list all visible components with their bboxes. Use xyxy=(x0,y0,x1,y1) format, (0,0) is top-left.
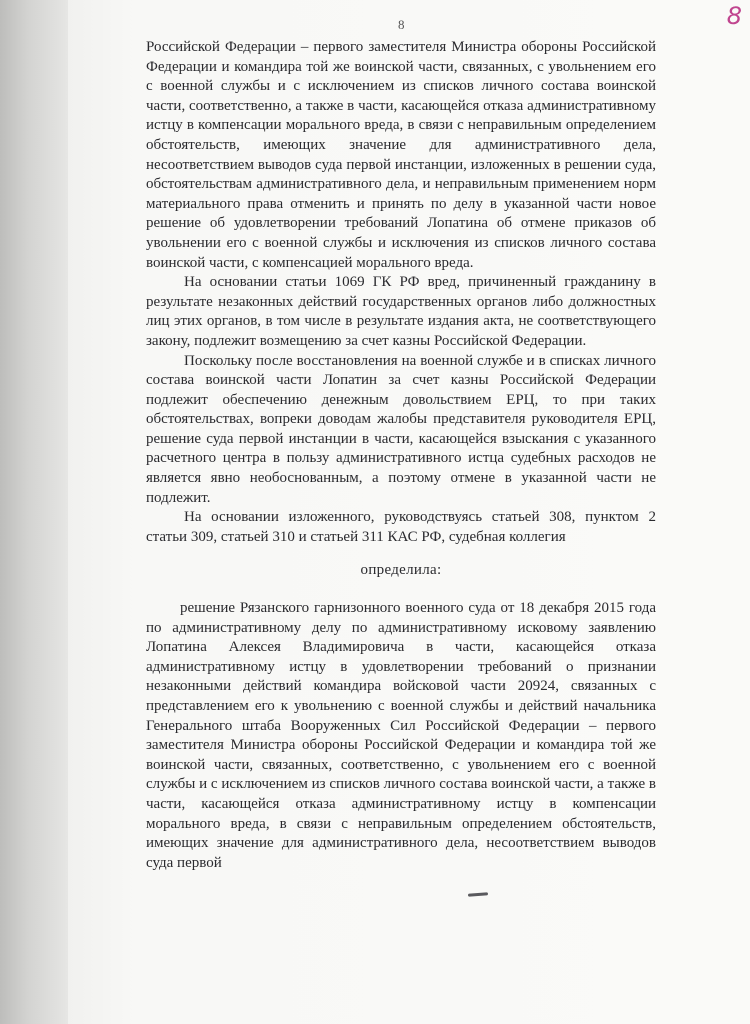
decision-body xyxy=(146,599,656,873)
document-body xyxy=(146,38,656,547)
paragraph-article-1069: На основании статьи 1069 ГК РФ вред, причиненный гражданину в результате незаконных действий государственных органов либо должностных лиц этих органов, в том числе в результате издания акта, не соответствующего закону, подлежит возмещению за счет казны Российской Федерации. xyxy=(146,274,656,349)
handwritten-page-mark: 8 xyxy=(726,2,742,30)
decision-paragraph: решение Рязанского гарнизонного военного суда от 18 декабря 2015 года по административному делу по административному исковому заявлению Лопатина Алексея Владимировича в части, касающейся отказа административному истцу в удовлетворении требований о признании незаконными действий командира войсковой части 20924, связанных с представлением его к увольнению с военной службы и действий начальника Генерального штаба Вооруженных Сил Российской Федерации – первого заместителя Министра обороны Российской Федерации и командира той же воинской части, связанных, соответственно, с увольнением его с военной службы и с исключением из списков личного состава воинской части, а также в части, касающейся отказа административному истцу в компенсации морального вреда, в связи с неправильным определением обстоятельств, имеющих значение для административного дела, несоответствием выводов суда первой xyxy=(146,600,656,871)
paragraph-legal-basis: На основании изложенного, руководствуясь статьей 308, пунктом 2 статьи 309, статьей 310 и статьей 311 КАС РФ, судебная коллегия xyxy=(146,509,656,545)
page-number: 8 xyxy=(398,17,405,32)
paragraph-continuation: Российской Федерации – первого заместителя Министра обороны Российской Федерации и командира той же воинской части, связанных, с увольнением его с военной службы и с исключением из списков личного состава воинской части, соответственно, а также в части, касающейся отказа административному истцу в компенсации морального вреда, в связи с неправильным определением обстоятельств, имеющих значение для административного дела, несоответствием выводов суда первой инстанции, изложенных в решении суда, обстоятельствам административного дела, и неправильным применением норм материального права отменить и принять по делу в указанной части новое решение об удовлетворении требований Лопатина об отмене приказов об увольнении его с военной службы и исключения из списков личного состава воинской части, с компенсацией морального вреда. xyxy=(146,39,656,271)
decision-heading: определила: xyxy=(360,562,442,578)
paragraph-erc-allowance: Поскольку после восстановления на военной службе и в списках личного состава воинской части Лопатин за счет казны Российской Федерации подлежит обеспечению денежным довольствием ЕРЦ, то при таких обстоятельствах, вопреки доводам жалобы представителя руководителя ЕРЦ, решение суда первой инстанции в части, касающейся взыскания с указанного расчетного центра в пользу административного истца судебных расходов не является явно необоснованным, а поэтому отмене в указанной части не подлежит. xyxy=(146,352,656,506)
